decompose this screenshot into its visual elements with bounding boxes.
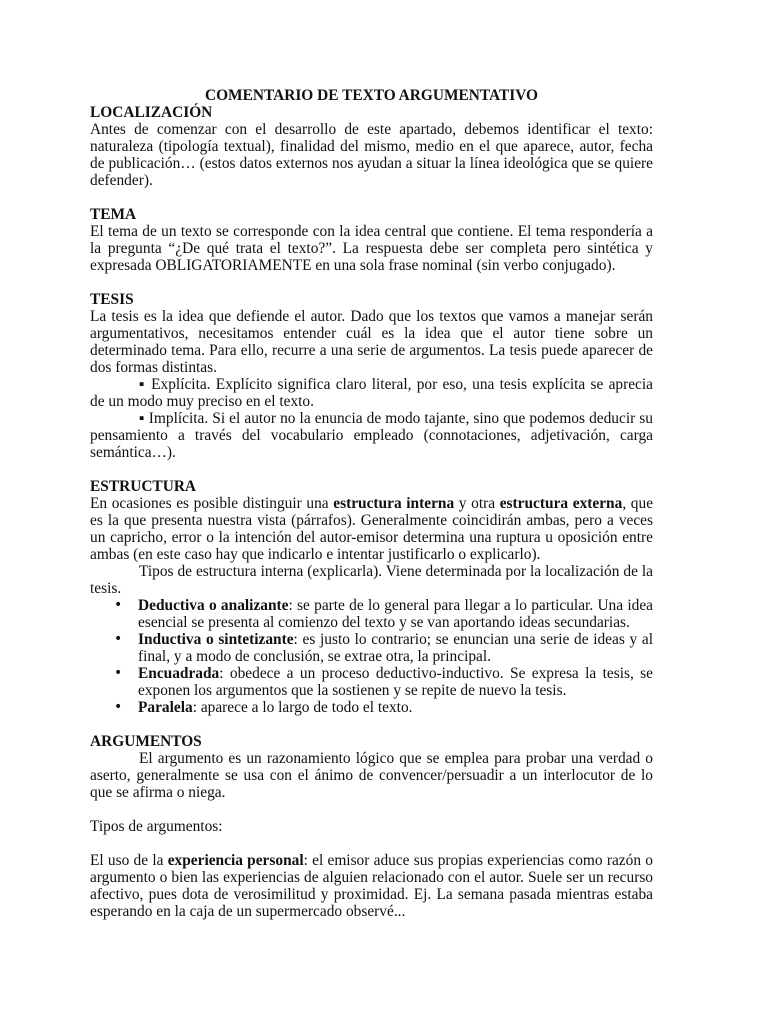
list-item-text: : obedece a un proceso deductivo-inductivo. Se expresa la tesis, se exponen los argumentos que la sostienen y se repite de nuevo la tesis. <box>138 665 653 699</box>
paragraph-tema: El tema de un texto se corresponde con la idea central que contiene. El tema respondería a la pregunta “¿De qué trata el texto?”. La respuesta debe ser completa pero sintética y expresada OBLIGATORIAMENTE en una sola frase nominal (sin verbo conjugado). <box>90 223 653 274</box>
heading-tesis: TESIS <box>90 291 134 308</box>
heading-argumentos: ARGUMENTOS <box>90 733 202 750</box>
text-run: En ocasiones es posible distinguir una <box>90 495 334 512</box>
document-title: COMENTARIO DE TEXTO ARGUMENTATIVO <box>204 87 539 104</box>
heading-localizacion: LOCALIZACIÓN <box>90 104 213 121</box>
text-run: : el emisor aduce sus propias experiencias como razón o argumento o bien las experiencias de alguien relacionado con el autor. Suele ser un recurso afectivo, pues dota de verosimilitud y proximidad. Ej. La semana pasada mientras estaba esperando en la caja de un supermercado observé... <box>90 852 653 920</box>
spacer <box>90 835 653 852</box>
bold-term-experiencia-personal: experiencia personal <box>167 852 304 869</box>
text-run: y otra <box>454 495 500 512</box>
bold-term-estructura-externa: estructura externa <box>499 495 623 512</box>
list-item-text: : se parte de lo general para llegar a lo particular. Una idea esencial se presenta al comienzo del texto y se van aportando ideas secundarias. <box>138 597 653 631</box>
bold-term-estructura-interna: estructura interna <box>333 495 455 512</box>
list-item <box>138 665 653 699</box>
text-run: , que es la que presenta nuestra vista (párrafos). Generalmente coincidirán ambas, pero a veces un capricho, error o la intención del autor-emisor determina una ruptura u oposición entre ambas (en este caso hay que indicarlo e intentar justificarlo o explicarlo). <box>90 495 654 563</box>
document-body <box>90 87 653 920</box>
paragraph-tesis-implicita: ▪ Implícita. Si el autor no la enuncia de modo tajante, sino que podemos deducir su pensamiento a través del vocabulario empleado (connotaciones, adjetivación, carga semántica…). <box>90 410 653 461</box>
list-item-term: Paralela <box>138 699 193 716</box>
list-item <box>138 631 653 665</box>
list-item-term: Encuadrada <box>138 665 220 682</box>
spacer <box>90 274 653 291</box>
text-run: El uso de la <box>90 852 168 869</box>
list-item <box>138 597 653 631</box>
list-item <box>138 699 653 716</box>
spacer <box>90 801 653 818</box>
heading-tema: TEMA <box>90 206 137 223</box>
paragraph-tesis-explicita: ▪ Explícita. Explícito significa claro literal, por eso, una tesis explícita se aprecia de un modo muy preciso en el texto. <box>90 376 653 410</box>
list-item-text: : es justo lo contrario; se enuncian una serie de ideas y al final, y a modo de conclusión, se extrae otra, la principal. <box>138 631 653 665</box>
list-item-term: Inductiva o sintetizante <box>138 631 294 648</box>
paragraph-experiencia-personal <box>90 852 653 920</box>
structure-types-list <box>90 597 653 716</box>
list-item-text: : aparece a lo largo de todo el texto. <box>192 699 413 716</box>
spacer <box>90 461 653 478</box>
spacer <box>90 716 653 733</box>
paragraph-estructura <box>90 495 653 563</box>
heading-estructura: ESTRUCTURA <box>90 478 197 495</box>
paragraph-tesis: La tesis es la idea que defiende el autor. Dado que los textos que vamos a manejar serán argumentativos, necesitamos entender cuál es la idea que el autor tiene sobre un determinado tema. Para ello, recurre a una serie de argumentos. La tesis puede aparecer de dos formas distintas. <box>90 308 653 376</box>
paragraph-tipos-estructura: Tipos de estructura interna (explicarla). Viene determinada por la localización de la tesis. <box>90 563 653 597</box>
paragraph-tipos-argumentos: Tipos de argumentos: <box>90 818 223 835</box>
paragraph-argumentos: El argumento es un razonamiento lógico que se emplea para probar una verdad o aserto, generalmente se usa con el ánimo de convencer/persuadir a un interlocutor de lo que se afirma o niega. <box>90 750 653 801</box>
spacer <box>90 189 653 206</box>
list-item-term: Deductiva o analizante <box>138 597 289 614</box>
paragraph-localizacion: Antes de comenzar con el desarrollo de este apartado, debemos identificar el texto: naturaleza (tipología textual), finalidad del mismo, medio en el que aparece, autor, fecha de publicación… (estos datos externos nos ayudan a situar la línea ideológica que se quiere defender). <box>90 121 653 189</box>
